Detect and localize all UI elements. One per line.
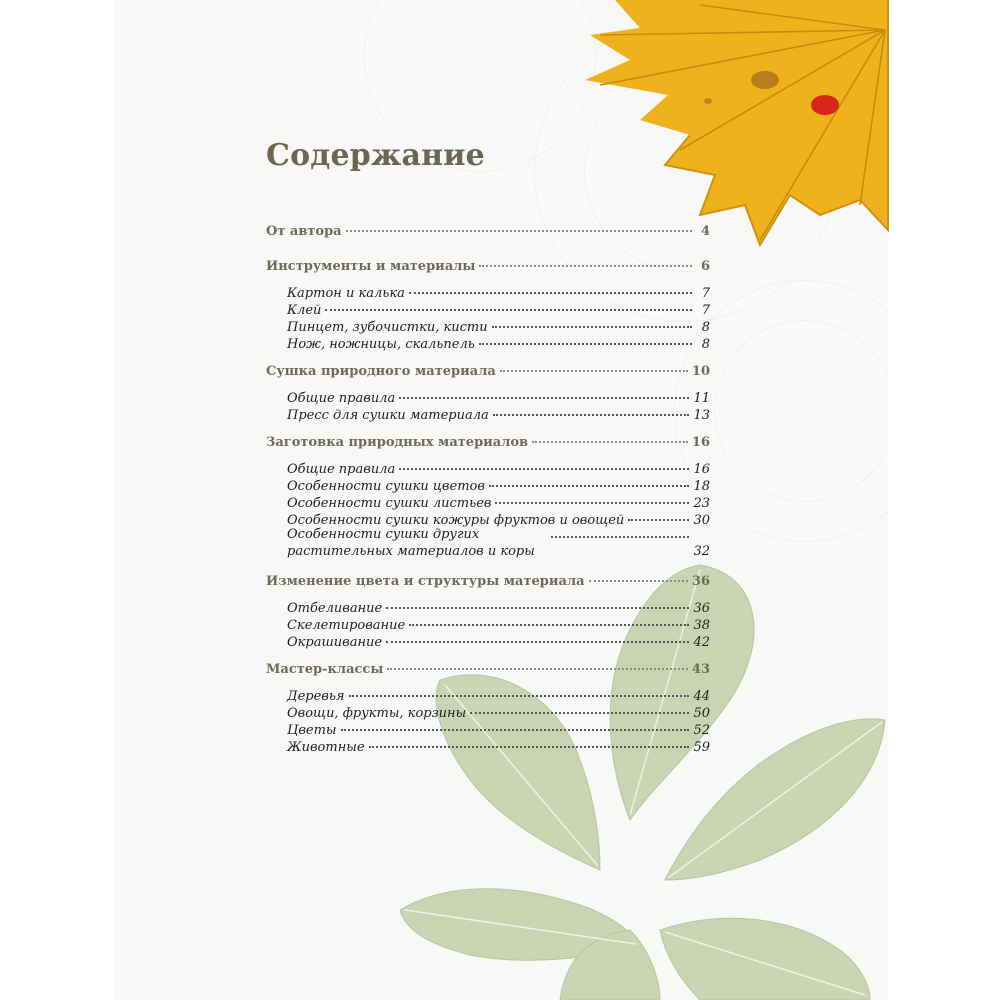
toc-subsection-list	[266, 282, 710, 350]
toc-item-label: Животные	[287, 740, 365, 755]
dot-leader	[532, 428, 688, 443]
dot-leader	[500, 357, 688, 372]
toc-section	[266, 569, 710, 648]
toc-page-number: 52	[693, 723, 710, 738]
toc-page-number: 6	[700, 259, 710, 274]
dot-leader	[325, 296, 692, 311]
toc-page-number: 7	[701, 303, 710, 318]
dot-leader	[470, 699, 689, 714]
toc-section	[266, 657, 710, 753]
toc-item[interactable]	[266, 631, 710, 648]
toc-section	[266, 359, 710, 421]
toc-section-heading[interactable]	[266, 657, 710, 683]
toc-subsection-list	[266, 458, 710, 560]
toc-section-label: Изменение цвета и структуры материала	[266, 574, 585, 589]
dot-leader	[399, 384, 689, 399]
toc-item-label: Деревья	[287, 689, 345, 704]
toc-page-number: 16	[693, 462, 710, 477]
toc-item-label: Отбеливание	[287, 601, 383, 616]
toc-item-label: Картон и калька	[287, 286, 405, 301]
toc-section-label: Сушка природного материала	[266, 364, 496, 379]
toc-page-number: 36	[693, 601, 710, 616]
dot-leader	[349, 682, 690, 697]
toc-page-number: 30	[693, 513, 710, 528]
toc-page-number: 18	[693, 479, 710, 494]
toc-section	[266, 219, 710, 245]
toc-page-number: 42	[693, 635, 710, 650]
toc-item-label: Нож, ножницы, скальпель	[287, 337, 475, 352]
dot-leader	[341, 716, 690, 731]
toc-item-label: Клей	[287, 303, 322, 318]
dot-leader	[628, 506, 689, 521]
toc-page-number: 8	[701, 320, 710, 335]
toc-item-label: Пинцет, зубочистки, кисти	[287, 320, 488, 335]
dot-leader	[409, 611, 689, 626]
dot-leader	[346, 217, 692, 232]
toc-subsection-list	[266, 597, 710, 648]
toc-section-label: Мастер-классы	[266, 662, 384, 677]
toc-item-label: Окрашивание	[287, 635, 383, 650]
toc-page-number: 32	[693, 544, 710, 559]
dot-leader	[492, 313, 692, 328]
toc-section-label: Заготовка природных материалов	[266, 435, 529, 450]
dot-leader	[409, 279, 692, 294]
toc-page-number: 59	[693, 740, 710, 755]
dot-leader	[386, 594, 689, 609]
toc-subsection-list	[266, 685, 710, 753]
dot-leader	[479, 330, 692, 345]
toc-page-number: 23	[693, 496, 710, 511]
toc-item-label: Общие правила	[287, 391, 396, 406]
toc-page-number: 50	[693, 706, 710, 721]
toc-item-label: Скелетирование	[287, 618, 406, 633]
toc-section-heading[interactable]	[266, 359, 710, 385]
dot-leader	[493, 401, 690, 416]
toc-page-number: 36	[691, 574, 710, 589]
toc-item-label: Цветы	[287, 723, 337, 738]
toc-section-label: От автора	[266, 224, 342, 239]
dot-leader	[551, 523, 689, 538]
page-title: Содержание	[266, 138, 485, 173]
toc-item-label: Особенности сушки кожуры фруктов и овощей	[287, 513, 625, 528]
toc-page-number: 4	[700, 224, 710, 239]
toc-item[interactable]	[266, 736, 710, 753]
toc-item[interactable]	[266, 404, 710, 421]
toc-page-number: 44	[693, 689, 710, 704]
toc-section-heading[interactable]	[266, 219, 710, 245]
toc-item[interactable]	[266, 526, 710, 560]
toc-page-number: 43	[691, 662, 710, 677]
toc-section	[266, 430, 710, 560]
table-of-contents	[266, 219, 710, 762]
dot-leader	[489, 472, 690, 487]
toc-section-heading[interactable]	[266, 430, 710, 456]
toc-item-label: Овощи, фрукты, корзины	[287, 706, 467, 721]
toc-page-number: 11	[693, 391, 710, 406]
toc-page-number: 38	[693, 618, 710, 633]
toc-page-number: 7	[701, 286, 710, 301]
dot-leader	[387, 655, 688, 670]
toc-page-number: 10	[691, 364, 710, 379]
toc-item-label: Пресс для сушки материала	[287, 408, 489, 423]
toc-section-label: Инструменты и материалы	[266, 259, 476, 274]
toc-item[interactable]	[266, 333, 710, 350]
toc-item-label: Особенности сушки других растительных материалов и коры	[287, 527, 535, 559]
toc-item-label: Общие правила	[287, 462, 396, 477]
dot-leader	[399, 455, 689, 470]
toc-item-label: Особенности сушки цветов	[287, 479, 485, 494]
dot-leader	[479, 252, 692, 267]
toc-page-number: 13	[693, 408, 710, 423]
toc-subsection-list	[266, 387, 710, 421]
dot-leader	[369, 733, 690, 748]
dot-leader	[589, 567, 688, 582]
dot-leader	[386, 628, 689, 643]
toc-section-heading[interactable]	[266, 254, 710, 280]
toc-page-number: 8	[701, 337, 710, 352]
toc-section-heading[interactable]	[266, 569, 710, 595]
dot-leader	[495, 489, 689, 504]
toc-item-label: Особенности сушки листьев	[287, 496, 492, 511]
toc-page-number: 16	[691, 435, 710, 450]
toc-section	[266, 254, 710, 350]
